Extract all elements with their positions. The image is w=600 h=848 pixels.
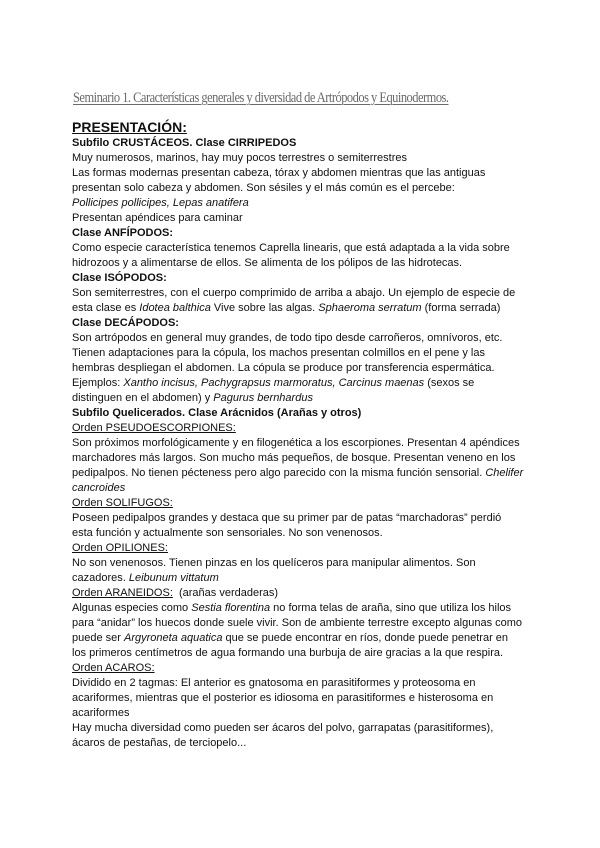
text-run: Ejemplos: xyxy=(72,377,124,389)
quelicerados-heading: Subfilo Quelicerados. Clase Arácnidos (Arañas y otros) xyxy=(72,407,362,419)
presentation-heading: PRESENTACIÓN: xyxy=(72,119,187,135)
paragraph-line: Las formas modernas presentan cabeza, tórax y abdomen mientras que las antiguas xyxy=(72,167,486,179)
paragraph-line: para “anidar” los huecos donde suele vivir. Son de ambiente terrestre excepto algunas como xyxy=(72,617,523,629)
species-line xyxy=(72,481,532,496)
species-name: cancroides xyxy=(72,482,126,494)
paragraph-line xyxy=(72,571,532,586)
paragraph-line: Muy numerosos, marinos, hay muy pocos terrestres o semiterrestres xyxy=(72,152,408,164)
araneidos-heading-line xyxy=(72,586,532,601)
document-body xyxy=(72,119,532,751)
text-run: no forma telas de araña, sino que utiliza los hilos xyxy=(270,602,512,614)
opiliones-heading: Orden OPILIONES: xyxy=(72,542,168,554)
paragraph-line: acariformes, mientras que el posterior es idiosoma en parasitiformes e histerosoma en xyxy=(72,692,494,704)
paragraph-line xyxy=(72,466,532,481)
pseudoescorpiones-heading: Orden PSEUDOESCORPIONES: xyxy=(72,422,236,434)
decapodos-heading: Clase DECÁPODOS: xyxy=(72,317,179,329)
paragraph-line: marchadores más largos. Son mucho más pequeños, de bosque. Presentan veneno en los xyxy=(72,452,516,464)
paragraph-line: Hay mucha diversidad como pueden ser ácaros del polvo, garrapatas (parasitiformes), xyxy=(72,722,494,734)
text-run: Algunas especies como xyxy=(72,602,192,614)
isopodos-heading: Clase ISÓPODOS: xyxy=(72,272,167,284)
paragraph-line: Tienen adaptaciones para la cópula, los machos presentan colmillos en el pene y las xyxy=(72,347,485,359)
crustaceos-heading: Subfilo CRUSTÁCEOS. Clase CIRRIPEDOS xyxy=(72,137,297,149)
paragraph-line: acariformes xyxy=(72,707,130,719)
species-name: Sestia florentina xyxy=(191,602,271,614)
text-run: Vive sobre las algas. xyxy=(210,302,319,314)
paragraph-line: los primeros centímetros de agua formando una burbuja de aire gracias a la que respira. xyxy=(72,647,504,659)
species-name: Leibunum vittatum xyxy=(128,572,219,584)
paragraph-line: Poseen pedipalpos grandes y destaca que su primer par de patas “marchadoras” perdió xyxy=(72,512,502,524)
text-run: que se puede encontrar en ríos, donde puede penetrar en xyxy=(222,632,509,644)
species-name: Pollicipes pollicipes, Lepas anatifera xyxy=(72,197,249,209)
paragraph-line xyxy=(72,376,532,391)
paragraph-line: Como especie característica tenemos Caprella linearis, que está adaptada a la vida sobre xyxy=(72,242,510,254)
paragraph-line: Dividido en 2 tagmas: El anterior es gnatosoma en parasitiformes y proteosoma en xyxy=(72,677,476,689)
text-run: puede ser xyxy=(72,632,124,644)
solifugos-heading: Orden SOLIFUGOS: xyxy=(72,497,173,509)
paragraph-line: esta función y actualmente son sensoriales. No son venenosos. xyxy=(72,527,383,539)
species-name: Idotea balthica xyxy=(139,302,211,314)
paragraph-line: presentan solo cabeza y abdomen. Son sésiles y el más común es el percebe: xyxy=(72,182,455,194)
paragraph-line: hembras despliegan el abdomen. La cópula se produce por transferencia espermática. xyxy=(72,362,495,374)
paragraph-line: Presentan apéndices para caminar xyxy=(72,212,243,224)
paragraph-line: Son artrópodos en general muy grandes, de todo tipo desde carroñeros, omnívoros, etc. xyxy=(72,332,503,344)
paragraph-line: Son próximos morfológicamente y en filogenética a los escorpiones. Presentan 4 apéndices xyxy=(72,437,520,449)
species-line xyxy=(72,196,532,211)
text-run: esta clase es xyxy=(72,302,140,314)
paragraph-line xyxy=(72,601,532,616)
text-run: (forma serrada) xyxy=(421,302,501,314)
paragraph-line xyxy=(72,631,532,646)
species-name: Chelifer xyxy=(485,467,524,479)
document-title: Seminario 1. Características generales y diversidad de Artrópodos y Equinodermos. xyxy=(73,90,449,106)
anfipodos-heading: Clase ANFÍPODOS: xyxy=(72,227,174,239)
paragraph-line: No son venenosos. Tienen pinzas en los quelíceros para manipular alimentos. Son xyxy=(72,557,476,569)
acaros-heading: Orden ACAROS: xyxy=(72,662,155,674)
species-name: Xantho incisus, Pachygrapsus marmoratus, Carcinus maenas xyxy=(123,377,425,389)
araneidos-heading: Orden ARANEIDOS: xyxy=(72,587,173,599)
paragraph-line xyxy=(72,301,532,316)
paragraph-line xyxy=(72,391,532,406)
species-name: Pagurus bernhardus xyxy=(213,392,313,404)
text-run: cazadores. xyxy=(72,572,129,584)
species-name: Sphaeroma serratum xyxy=(318,302,422,314)
text-run: pedipalpos. No tienen pécteness pero algo parecido con la misma función sensorial. xyxy=(72,467,486,479)
text-run: distinguen en el abdomen) y xyxy=(72,392,214,404)
species-name: Argyroneta aquatica xyxy=(123,632,223,644)
paragraph-line: Son semiterrestres, con el cuerpo comprimido de arriba a abajo. Un ejemplo de especie de xyxy=(72,287,516,299)
text-run: (sexos se xyxy=(424,377,475,389)
paragraph-line: hidrozoos y a alimentarse de ellos. Se alimenta de los pólipos de las hidrotecas. xyxy=(72,257,463,269)
text-run: (arañas verdaderas) xyxy=(172,587,279,599)
paragraph-line: ácaros de pestañas, de terciopelo... xyxy=(72,737,247,749)
